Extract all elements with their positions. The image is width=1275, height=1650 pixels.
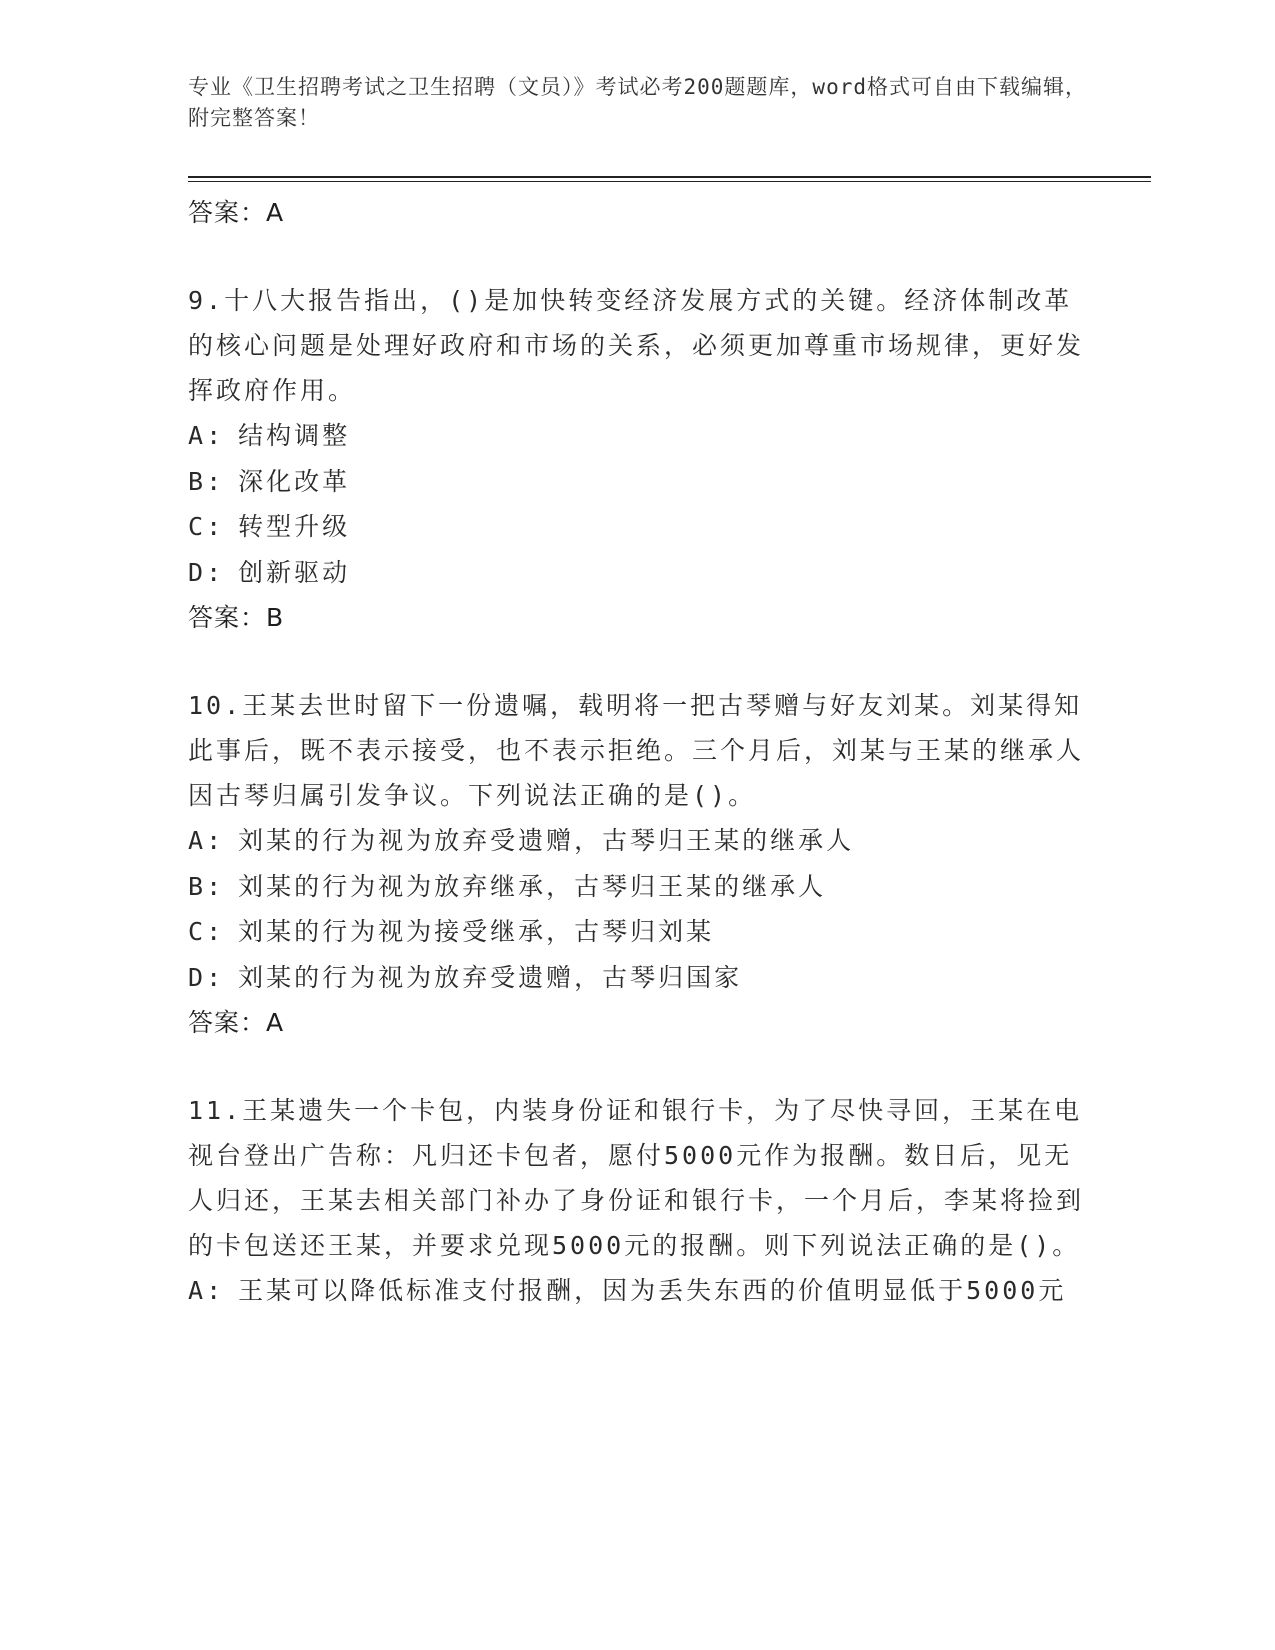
header-rule-thin xyxy=(188,181,1151,182)
option-c xyxy=(188,909,1088,955)
option-text: 刘某的行为视为放弃受遗赠，古琴归王某的继承人 xyxy=(238,826,855,855)
option-separator: : xyxy=(206,1276,225,1305)
option-text: 王某可以降低标准支付报酬，因为丢失东西的价值明显低于5000元 xyxy=(238,1276,1067,1305)
option-a xyxy=(188,413,1088,459)
option-a xyxy=(188,818,1088,864)
option-separator: : xyxy=(206,557,225,587)
question-11 xyxy=(188,1088,1088,1313)
option-key: A xyxy=(188,421,207,450)
answer-line: 答案：B xyxy=(188,603,285,632)
option-b xyxy=(188,864,1088,910)
option-separator: : xyxy=(206,826,225,855)
option-text: 结构调整 xyxy=(238,421,351,450)
option-c xyxy=(188,504,1088,550)
option-text: 转型升级 xyxy=(238,512,351,541)
option-key: C xyxy=(188,512,207,541)
option-key: A xyxy=(188,1276,207,1305)
document-body xyxy=(188,190,1088,1313)
option-key: D xyxy=(188,962,207,992)
option-separator: : xyxy=(206,917,225,946)
option-d xyxy=(188,955,1088,1001)
question-stem: 9.十八大报告指出，()是加快转变经济发展方式的关键。经济体制改革的核心问题是处理好政府和市场的关系，必须更加尊重市场规律，更好发挥政府作用。 xyxy=(188,286,1085,405)
option-separator: : xyxy=(206,871,225,901)
option-separator: : xyxy=(206,466,225,496)
option-text: 刘某的行为视为放弃受遗赠，古琴归国家 xyxy=(238,962,743,992)
option-key: A xyxy=(188,826,207,855)
option-text: 深化改革 xyxy=(238,466,351,496)
previous-answer: 答案：A xyxy=(188,198,285,227)
option-d xyxy=(188,550,1088,596)
option-separator: : xyxy=(206,962,225,992)
option-a xyxy=(188,1268,1088,1313)
question-9 xyxy=(188,278,1088,641)
question-10 xyxy=(188,683,1088,1046)
option-text: 创新驱动 xyxy=(238,557,351,587)
option-text: 刘某的行为视为放弃继承，古琴归王某的继承人 xyxy=(238,871,827,901)
document-header: 专业《卫生招聘考试之卫生招聘（文员）》考试必考200题题库，word格式可自由下载编辑，附完整答案！ xyxy=(188,75,1087,130)
question-stem: 10.王某去世时留下一份遗嘱，载明将一把古琴赠与好友刘某。刘某得知此事后，既不表示接受，也不表示拒绝。三个月后，刘某与王某的继承人因古琴归属引发争议。下列说法正确的是()。 xyxy=(188,691,1085,810)
question-stem: 11.王某遗失一个卡包，内装身份证和银行卡，为了尽快寻回，王某在电视台登出广告称：凡归还卡包者，愿付5000元作为报酬。数日后，见无人归还，王某去相关部门补办了身份证和银行卡，一个月后，李某将捡到的卡包送还王某，并要求兑现5000元的报酬。则下列说法正确的是()。 xyxy=(188,1096,1085,1260)
answer-line: 答案：A xyxy=(188,1008,285,1037)
option-text: 刘某的行为视为接受继承，古琴归刘某 xyxy=(238,917,715,946)
option-b xyxy=(188,459,1088,505)
header-rule-thick xyxy=(188,176,1151,178)
option-key: B xyxy=(188,466,207,496)
option-key: B xyxy=(188,871,207,901)
option-key: D xyxy=(188,557,207,587)
option-key: C xyxy=(188,917,207,946)
option-separator: : xyxy=(206,512,225,541)
option-separator: : xyxy=(206,421,225,450)
